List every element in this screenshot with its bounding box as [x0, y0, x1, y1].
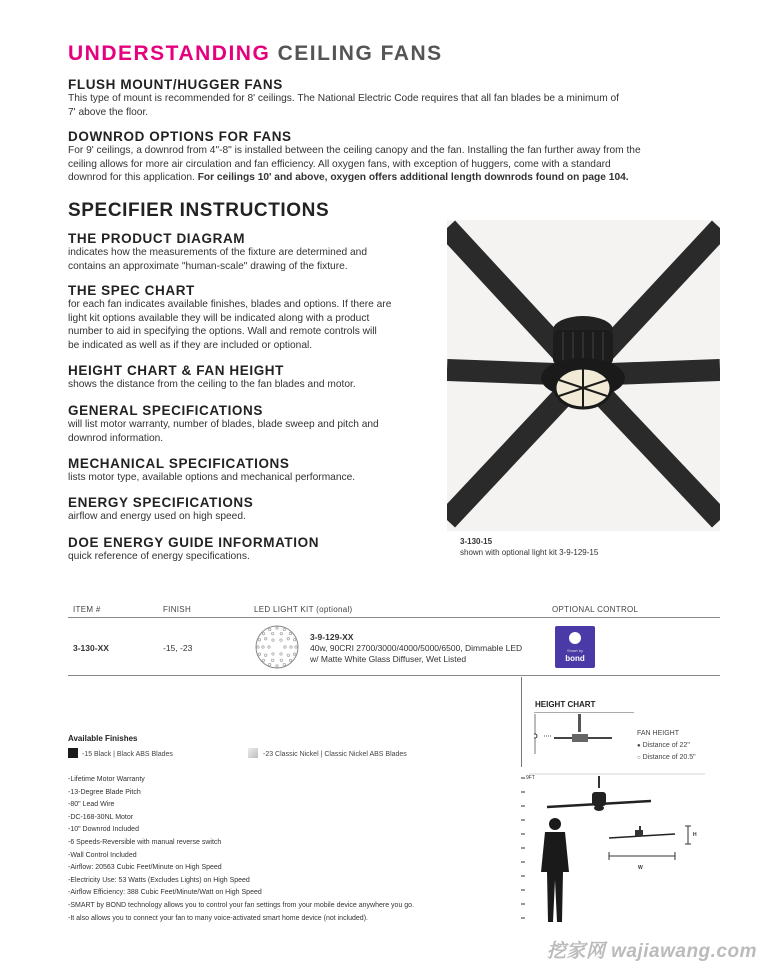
section-line: This type of mount is recommended for 8' ceilings. The National Electric Code requires that all fan blades be a minimum of	[68, 93, 620, 104]
fan-height-option-1: ● Distance of 22"	[637, 742, 690, 749]
specifier-item	[68, 283, 438, 363]
col-header-led-kit: LED LIGHT KIT (optional)	[254, 605, 353, 614]
col-header-finish: FINISH	[163, 605, 192, 614]
height-chart-diagram	[534, 712, 634, 761]
w-label: W	[638, 865, 643, 871]
specifier-list	[68, 231, 438, 564]
specifier-heading: THE SPEC CHART	[68, 283, 195, 298]
specifier-title: SPECIFIER INSTRUCTIONS	[68, 200, 330, 221]
scale-diagram	[515, 772, 715, 937]
specifier-line: light kit options available they will be indicated along with a product	[68, 312, 370, 324]
finish-label-nickel: -23 Classic Nickel | Classic Nickel ABS Blades	[263, 751, 407, 758]
kit-desc	[310, 643, 522, 664]
downrod-note: For ceilings 10' and above, oxygen offers additional length downrods found on page 104.	[197, 172, 629, 183]
specifier-item	[68, 363, 438, 403]
bond-text: bond	[565, 654, 585, 663]
bond-icon	[569, 632, 581, 644]
product-photo	[447, 220, 720, 531]
finish-swatch-nickel	[248, 748, 258, 758]
specifier-line: shows the distance from the ceiling to the fan blades and motor.	[68, 379, 356, 390]
open-dot-icon: ○	[637, 755, 641, 761]
spec-item: -Electricity Use: 53 Watts (Excludes Lights) on High Speed	[68, 876, 250, 884]
section-downrod	[68, 129, 728, 185]
specifier-line: will list motor warranty, number of blades, blade sweep and pitch and	[68, 419, 379, 430]
spec-item: -10" Downrod Included	[68, 826, 139, 834]
kit-desc-line: w/ Matte White Glass Diffuser, Wet Listed	[310, 653, 467, 664]
specifier-heading: HEIGHT CHART & FAN HEIGHT	[68, 363, 284, 378]
finish-swatch-black	[68, 748, 78, 758]
title-pink: UNDERSTANDING	[68, 42, 271, 65]
fan-height-legend	[637, 728, 696, 764]
specifier-heading: MECHANICAL SPECIFICATIONS	[68, 456, 290, 471]
specifier-line: lists motor type, available options and mechanical performance.	[68, 472, 356, 483]
spec-item: -Airflow: 20563 Cubic Feet/Minute on High Speed	[68, 864, 222, 872]
watermark: 挖家网 wajiawang.com	[546, 941, 757, 962]
specifier-item	[68, 403, 438, 456]
finish-label-black: -15 Black | Black ABS Blades	[82, 751, 173, 758]
specifier-item	[68, 231, 438, 283]
section-heading: DOWNROD OPTIONS FOR FANS	[68, 129, 292, 144]
spec-item: -Lifetime Motor Warranty	[68, 776, 145, 783]
spec-item: -6 Speeds-Reversible with manual reverse switch	[68, 838, 222, 846]
caption-model: 3-130-15	[460, 537, 493, 546]
specifier-heading: GENERAL SPECIFICATIONS	[68, 403, 263, 418]
bond-small-text: Smart by	[566, 648, 583, 653]
spec-item: -80" Lead Wire	[68, 801, 115, 809]
ft-label: 9FT	[526, 775, 535, 781]
specifier-heading: THE PRODUCT DIAGRAM	[68, 231, 246, 246]
table-rule-bottom	[68, 675, 720, 676]
specifier-item	[68, 456, 438, 495]
specifier-line: quick reference of energy specifications.	[68, 551, 250, 562]
specifier-line: contains an approximate "human-scale" drawing of the fixture.	[68, 260, 348, 272]
cell-item: 3-130-XX	[73, 643, 109, 653]
height-chart-title: HEIGHT CHART	[535, 700, 596, 709]
kit-model: 3-9-129-XX	[310, 632, 354, 642]
specifier-heading: ENERGY SPECIFICATIONS	[68, 495, 254, 510]
spec-item: -DC-168-30NL Motor	[68, 813, 134, 821]
specifier-item	[68, 535, 438, 564]
spec-item: -Airflow Efficiency: 388 Cubic Feet/Minute/Watt on High Speed	[68, 889, 262, 897]
cell-finish: -15, -23	[163, 643, 193, 653]
section-line: For 9' ceilings, a downrod from 4"-8" is installed between the ceiling canopy and the fan. Installing the fan further away from the	[68, 145, 641, 156]
finishes-title: Available Finishes	[68, 734, 138, 743]
section-flush-mount	[68, 77, 728, 119]
caption-text: shown with optional light kit 3-9-129-15	[460, 548, 599, 557]
filled-dot-icon: ●	[637, 743, 641, 749]
fan-height-option-2: ○ Distance of 20.5"	[637, 754, 696, 761]
section-line: ceiling allows for more air circulation and fan efficiency. All oxygen fans, with exception of huggers, come with a standard	[68, 158, 611, 170]
specifier-line: number to aid in specifying the options. Wall and remote controls will	[68, 326, 377, 337]
photo-caption	[460, 536, 598, 558]
height-chart-divider	[521, 677, 522, 767]
spec-item: -It also allows you to connect your fan to many voice-activated smart home device (not included).	[68, 914, 368, 922]
specifier-line: airflow and energy used on high speed.	[68, 511, 246, 522]
specifier-heading: DOE ENERGY GUIDE INFORMATION	[68, 535, 320, 550]
kit-desc-line: 40w, 90CRI 2700/3000/4000/5000/6500, Dimmable LED	[310, 643, 523, 653]
specifier-line: be indicated as well as if they are included or optional.	[68, 339, 313, 351]
spec-list	[68, 774, 518, 925]
title-gray: CEILING FANS	[277, 42, 443, 65]
specifier-line: indicates how the measurements of the fixture are determined and	[68, 247, 367, 258]
page-title	[68, 42, 443, 66]
spec-item: -Wall Control Included	[68, 851, 137, 859]
fan-height-label: FAN HEIGHT	[637, 730, 680, 737]
section-line: 7' above the floor.	[68, 106, 149, 118]
section-line-last: downrod for this application. For ceilings 10' and above, oxygen offers additional length downrods found on page 104.	[68, 172, 629, 183]
led-kit-icon	[254, 624, 300, 675]
table-rule-top	[68, 617, 720, 618]
spec-item: -SMART by BOND technology allows you to control your fan settings from your mobile device anywhere you go.	[68, 901, 415, 909]
col-header-item: ITEM #	[73, 605, 101, 614]
h-label: H	[693, 832, 697, 838]
specifier-line: downrod information.	[68, 432, 164, 444]
spec-item: -13-Degree Blade Pitch	[68, 788, 141, 796]
specifier-line: for each fan indicates available finishes, blades and options. If there are	[68, 299, 392, 310]
col-header-control: OPTIONAL CONTROL	[552, 605, 639, 614]
bond-control-logo	[555, 626, 595, 668]
ceiling-fan-illustration	[447, 220, 720, 531]
section-heading: FLUSH MOUNT/HUGGER FANS	[68, 77, 283, 92]
specifier-item	[68, 495, 438, 535]
